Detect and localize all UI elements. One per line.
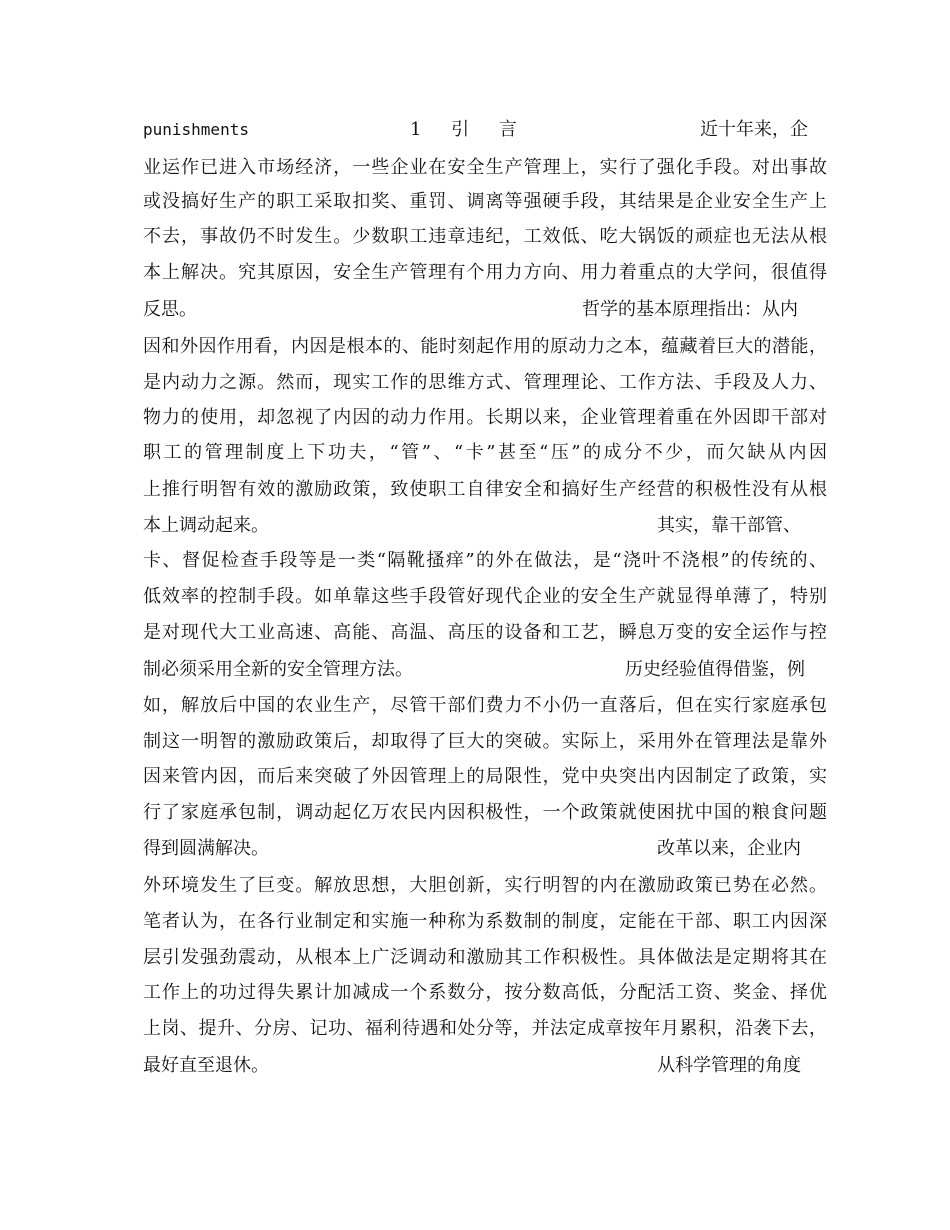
paragraph-text: 如，解放后中国的农业生产，尽管干部们费力不小仍一直落后，但在实行家庭承包 xyxy=(143,695,827,716)
text-line xyxy=(143,1016,827,1042)
paragraph-text: 上岗、提升、分房、记功、福利待遇和处分等，并法定成章按年月累积，沿袭下去， xyxy=(143,1018,827,1039)
paragraph-text: 上推行明智有效的激励政策，致使职工自律安全和搞好生产经营的积极性没有从根 xyxy=(143,479,827,500)
paragraph-start: 近十年来，企 xyxy=(700,119,808,140)
paragraph-text: 低效率的控制手段。如单靠这些手段管好现代企业的安全生产就显得单薄了，特别 xyxy=(143,586,827,607)
text-line xyxy=(143,909,827,935)
paragraph-text: 行了家庭承包制，调动起亿万农民内因积极性，一个政策就使困扰中国的粮食问题 xyxy=(143,802,827,823)
text-line xyxy=(143,513,827,539)
paragraph-end: 得到圆满解决。 xyxy=(143,838,269,859)
text-line xyxy=(143,620,827,646)
text-line xyxy=(143,980,827,1006)
paragraph-end: 最好直至退休。 xyxy=(143,1055,269,1076)
text-line xyxy=(143,764,827,790)
paragraph-text: 因和外因作用看，内因是根本的、能时刻起作用的原动力之本，蕴藏着巨大的潜能， xyxy=(143,336,827,357)
text-line xyxy=(143,155,827,181)
paragraph-text: 本上解决。究其原因，安全生产管理有个用力方向、用力着重点的大学问，很值得 xyxy=(143,262,827,283)
paragraph-text: 职工的管理制度上下功夫，“管”、“卡”甚至“压”的成分不少，而欠缺从内因 xyxy=(143,442,827,463)
text-line xyxy=(143,657,827,683)
paragraph-text: 制这一明智的激励政策后，却取得了巨大的突破。实际上，采用外在管理法是靠外 xyxy=(143,731,827,752)
paragraph-text: 是对现代大工业高速、高能、高温、高压的设备和工艺，瞬息万变的安全运作与控 xyxy=(143,622,827,643)
text-line xyxy=(143,260,827,286)
paragraph-end: 本上调动起来。 xyxy=(143,515,269,536)
text-line xyxy=(143,297,827,323)
section-heading: 1 引 言 xyxy=(410,119,529,140)
text-line xyxy=(143,117,827,143)
paragraph-text: 层引发强劲震动，从根本上广泛调动和激励其工作积极性。具体做法是定期将其在 xyxy=(143,947,827,968)
paragraph-text: 工作上的功过得失累计加减成一个系数分，按分数高低，分配活工资、奖金、择优 xyxy=(143,982,827,1003)
paragraph-end: 制必须采用全新的安全管理方法。 xyxy=(143,659,413,680)
paragraph-text: 是内动力之源。然而，现实工作的思维方式、管理理论、工作方法、手段及人力、 xyxy=(143,372,827,393)
text-fragment-english: punishments xyxy=(143,120,249,139)
paragraph-start: 历史经验值得借鉴，例 xyxy=(625,659,805,680)
paragraph-text: 因来管内因，而后来突破了外因管理上的局限性，党中央突出内因制定了政策，实 xyxy=(143,766,827,787)
paragraph-text: 或没搞好生产的职工采取扣奖、重罚、调离等强硬手段，其结果是企业安全生产上 xyxy=(143,191,827,212)
text-line xyxy=(143,945,827,971)
paragraph-text: 不去，事故仍不时发生。少数职工违章违纪，工效低、吃大锅饭的顽症也无法从根 xyxy=(143,226,827,247)
text-line xyxy=(143,693,827,719)
text-line xyxy=(143,836,827,862)
paragraph-text: 卡、督促检查手段等是一类“隔靴搔痒”的外在做法，是“浇叶不浇根”的传统的、 xyxy=(143,550,827,571)
text-line xyxy=(143,800,827,826)
text-line xyxy=(143,370,827,396)
paragraph-end: 反思。 xyxy=(143,299,197,320)
paragraph-start: 改革以来，企业内 xyxy=(657,838,801,859)
text-line xyxy=(143,477,827,503)
paragraph-text: 物力的使用，却忽视了内因的动力作用。长期以来，企业管理着重在外因即干部对 xyxy=(143,407,827,428)
text-line xyxy=(143,440,827,466)
paragraph-text: 外环境发生了巨变。解放思想，大胆创新，实行明智的内在激励政策已势在必然。 xyxy=(143,875,827,896)
text-line xyxy=(143,584,827,610)
text-line xyxy=(143,729,827,755)
text-line xyxy=(143,189,827,215)
text-line xyxy=(143,548,827,574)
text-line xyxy=(143,224,827,250)
text-line xyxy=(143,1053,827,1079)
paragraph-start: 其实，靠干部管、 xyxy=(657,515,801,536)
text-line xyxy=(143,873,827,899)
text-line xyxy=(143,405,827,431)
paragraph-text: 笔者认为，在各行业制定和实施一种称为系数制的制度，定能在干部、职工内因深 xyxy=(143,911,827,932)
paragraph-text: 业运作已进入市场经济，一些企业在安全生产管理上，实行了强化手段。对出事故 xyxy=(143,157,827,178)
paragraph-start: 从科学管理的角度 xyxy=(657,1055,801,1076)
paragraph-start: 哲学的基本原理指出：从内 xyxy=(582,299,798,320)
text-line xyxy=(143,334,827,360)
